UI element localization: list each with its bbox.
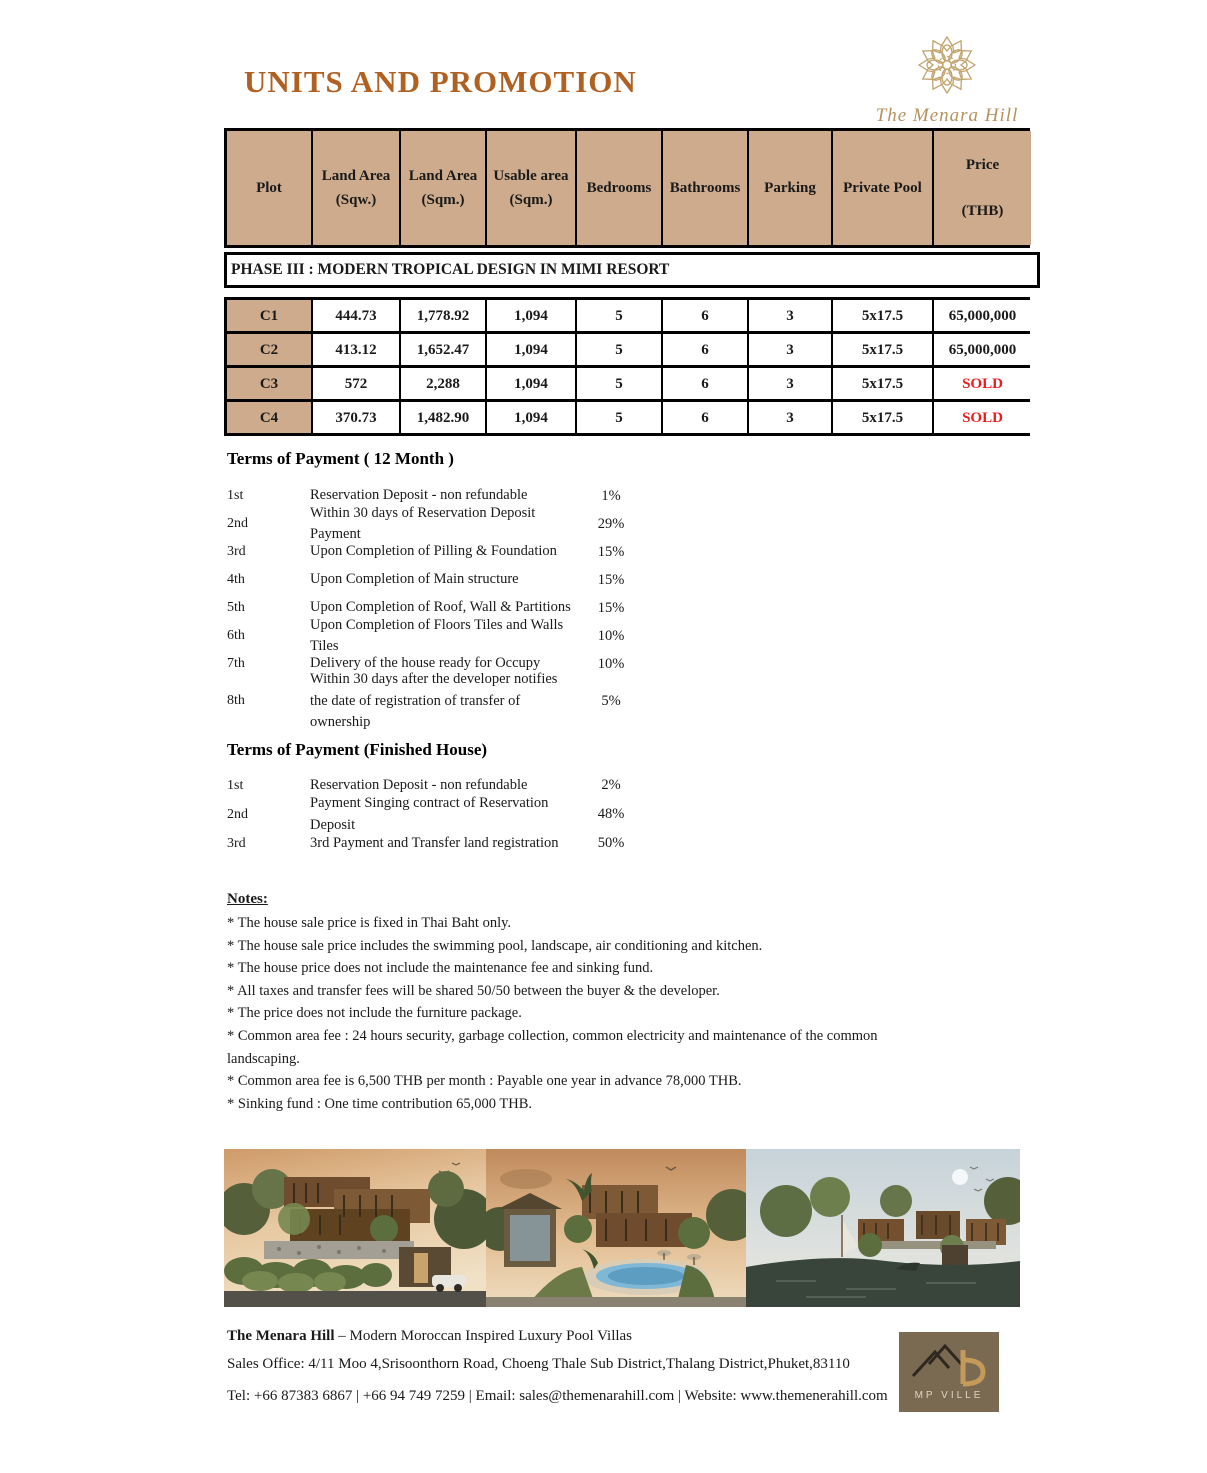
note-line: * The house price does not include the maintenance fee and sinking fund. — [227, 960, 654, 977]
cell-land-sqm: 1,482.90 — [401, 402, 485, 433]
payment-item — [227, 504, 697, 542]
header-label: Usable area — [493, 168, 569, 184]
cell-pool: 5x17.5 — [833, 334, 932, 365]
brand-logo — [872, 34, 1022, 127]
payment-percent: 50% — [597, 835, 625, 851]
cell-bedrooms: 5 — [577, 368, 661, 399]
villa-render-strip — [224, 1149, 1020, 1307]
note-line: * The house sale price includes the swimming pool, landscape, air conditioning and kitchen. — [227, 937, 763, 954]
cell-usable: 1,094 — [487, 334, 575, 365]
cell-land-sqm: 2,288 — [401, 368, 485, 399]
payment-item — [227, 671, 697, 730]
payment-percent: 15% — [597, 571, 625, 588]
header-cell-price — [934, 131, 1031, 245]
units-table-body — [224, 297, 1030, 436]
header-cell-land-area-sqm — [401, 131, 485, 245]
footer-brand-line — [227, 1328, 632, 1345]
header-cell-land-area-sqw — [313, 131, 399, 245]
mandala-icon — [872, 34, 1022, 98]
cell-land-sqw: 572 — [313, 368, 399, 399]
payment-desc: Within 30 days of Reservation Deposit Payment — [310, 504, 536, 542]
phase-banner: PHASE III : MODERN TROPICAL DESIGN IN MIMI RESORT — [224, 252, 1040, 288]
payment-percent: 2% — [601, 777, 621, 793]
terms-12month-list — [227, 482, 697, 730]
villa-render-lagoon-image — [746, 1149, 1020, 1307]
note-line: * Common area fee is 6,500 THB per month : Payable one year in advance 78,000 THB. — [227, 1073, 742, 1090]
payment-desc-line2: the date of registration of transfer of ownership — [310, 692, 521, 730]
payment-desc: Delivery of the house ready for Occupy — [310, 655, 541, 672]
header-label: Plot — [256, 180, 282, 196]
payment-percent: 5% — [601, 692, 621, 709]
cell-pool: 5x17.5 — [833, 368, 932, 399]
payment-desc: Upon Completion of Roof, Wall & Partitions — [310, 599, 571, 616]
payment-percent: 48% — [597, 806, 625, 822]
cell-parking: 3 — [749, 334, 831, 365]
header-label: Parking — [764, 180, 816, 196]
payment-desc: 3rd Payment and Transfer land registration — [310, 834, 559, 851]
cell-parking: 3 — [749, 368, 831, 399]
payment-ordinal: 4th — [227, 572, 245, 587]
payment-percent: 10% — [597, 627, 625, 644]
cell-price-sold: SOLD — [934, 402, 1031, 433]
cell-plot: C2 — [227, 334, 311, 365]
terms-finished-heading: Terms of Payment (Finished House) — [227, 740, 488, 759]
cell-bedrooms: 5 — [577, 334, 661, 365]
payment-ordinal: 8th — [227, 693, 245, 708]
footer-contact: Tel: +66 87383 6867 | +66 94 749 7259 | Email: sales@themenarahill.com | Website: www.themenerahill.com — [227, 1388, 888, 1404]
payment-desc-line1: Within 30 days after the developer notifies — [310, 671, 558, 688]
payment-ordinal: 3rd — [227, 544, 246, 559]
cell-land-sqw: 413.12 — [313, 334, 399, 365]
cell-plot: C3 — [227, 368, 311, 399]
payment-desc: Upon Completion of Pilling & Foundation — [310, 543, 557, 560]
payment-ordinal: 2nd — [227, 806, 248, 822]
payment-desc: Upon Completion of Floors Tiles and Walls Tiles — [310, 616, 564, 654]
cell-pool: 5x17.5 — [833, 402, 932, 433]
footer-address: Sales Office: 4/11 Moo 4,Srisoonthorn Road, Choeng Thale Sub District,Thalang District,Phuket,83110 — [227, 1356, 850, 1372]
payment-percent: 15% — [597, 543, 625, 560]
payment-ordinal: 5th — [227, 600, 245, 615]
notes-list — [227, 912, 947, 1115]
cell-land-sqw: 370.73 — [313, 402, 399, 433]
cell-price-sold: SOLD — [934, 368, 1031, 399]
header-cell-bedrooms — [577, 131, 661, 245]
payment-desc: Reservation Deposit - non refundable — [310, 487, 528, 504]
terms-12month-heading: Terms of Payment ( 12 Month ) — [227, 449, 454, 468]
cell-bedrooms: 5 — [577, 300, 661, 331]
header-sublabel: (THB) — [961, 203, 1004, 219]
cell-bathrooms: 6 — [663, 334, 747, 365]
header-label: Land Area — [321, 168, 391, 184]
footer-brand-name: The Menara Hill — [227, 1328, 335, 1344]
mpville-logo — [899, 1332, 999, 1417]
header-sublabel: (Sqm.) — [421, 192, 465, 208]
cell-bedrooms: 5 — [577, 402, 661, 433]
cell-land-sqw: 444.73 — [313, 300, 399, 331]
payment-percent: 10% — [597, 655, 625, 672]
cell-usable: 1,094 — [487, 368, 575, 399]
payment-ordinal: 7th — [227, 656, 245, 671]
cell-land-sqm: 1,778.92 — [401, 300, 485, 331]
cell-plot: C4 — [227, 402, 311, 433]
header-label: Bedrooms — [586, 180, 652, 196]
note-line: * All taxes and transfer fees will be shared 50/50 between the buyer & the developer. — [227, 982, 720, 999]
units-table-header — [224, 128, 1030, 248]
mpville-logo-icon — [899, 1332, 999, 1412]
cell-land-sqm: 1,652.47 — [401, 334, 485, 365]
villa-render-hillside-image — [224, 1149, 486, 1307]
header-cell-bathrooms — [663, 131, 747, 245]
note-line: * Common area fee : 24 hours security, garbage collection, common electricity and maintenance of the common landscaping. — [227, 1027, 878, 1067]
note-line: * The house sale price is fixed in Thai Baht only. — [227, 915, 512, 931]
payment-desc — [310, 669, 582, 732]
payment-ordinal: 6th — [227, 628, 245, 643]
payment-percent: 15% — [597, 599, 625, 616]
footer-tagline: – Modern Moroccan Inspired Luxury Pool Villas — [334, 1328, 633, 1344]
header-label: Land Area — [408, 168, 478, 184]
payment-ordinal: 1st — [227, 488, 244, 503]
page-title: UNITS AND PROMOTION — [244, 64, 637, 99]
payment-item — [227, 616, 697, 654]
notes-heading: Notes: — [227, 891, 268, 907]
header-cell-parking — [749, 131, 831, 245]
payment-ordinal: 3rd — [227, 835, 246, 851]
cell-bathrooms: 6 — [663, 402, 747, 433]
header-cell-private-pool — [833, 131, 932, 245]
villa-render-pool-image — [486, 1149, 746, 1307]
payment-item — [227, 829, 697, 858]
cell-price: 65,000,000 — [934, 334, 1031, 365]
cell-usable: 1,094 — [487, 402, 575, 433]
cell-parking: 3 — [749, 300, 831, 331]
payment-desc: Upon Completion of Main structure — [310, 571, 519, 588]
payment-ordinal: 2nd — [227, 516, 248, 531]
note-line: * Sinking fund : One time contribution 65,000 THB. — [227, 1095, 533, 1112]
payment-desc: Payment Singing contract of Reservation Deposit — [310, 795, 549, 833]
header-sublabel: (Sqm.) — [509, 192, 553, 208]
cell-plot: C1 — [227, 300, 311, 331]
cell-price: 65,000,000 — [934, 300, 1031, 331]
header-label: Private Pool — [843, 180, 922, 196]
note-line: * The price does not include the furniture package. — [227, 1005, 522, 1022]
cell-bathrooms: 6 — [663, 300, 747, 331]
cell-parking: 3 — [749, 402, 831, 433]
header-label: Price — [965, 157, 1000, 173]
payment-percent: 1% — [601, 487, 621, 504]
payment-item — [227, 566, 697, 594]
header-sublabel: (Sqw.) — [335, 192, 377, 208]
terms-finished-list — [227, 771, 697, 858]
cell-usable: 1,094 — [487, 300, 575, 331]
payment-item — [227, 538, 697, 566]
header-cell-plot — [227, 131, 311, 245]
header-label: Bathrooms — [669, 180, 741, 196]
brand-logo-text: The Menara Hill — [875, 105, 1019, 126]
payment-item — [227, 795, 697, 833]
cell-pool: 5x17.5 — [833, 300, 932, 331]
payment-desc: Reservation Deposit - non refundable — [310, 776, 528, 793]
mpville-logo-text: MP VILLE — [914, 1390, 984, 1401]
payment-percent: 29% — [597, 515, 625, 532]
header-cell-usable-area — [487, 131, 575, 245]
cell-bathrooms: 6 — [663, 368, 747, 399]
payment-ordinal: 1st — [227, 777, 244, 793]
